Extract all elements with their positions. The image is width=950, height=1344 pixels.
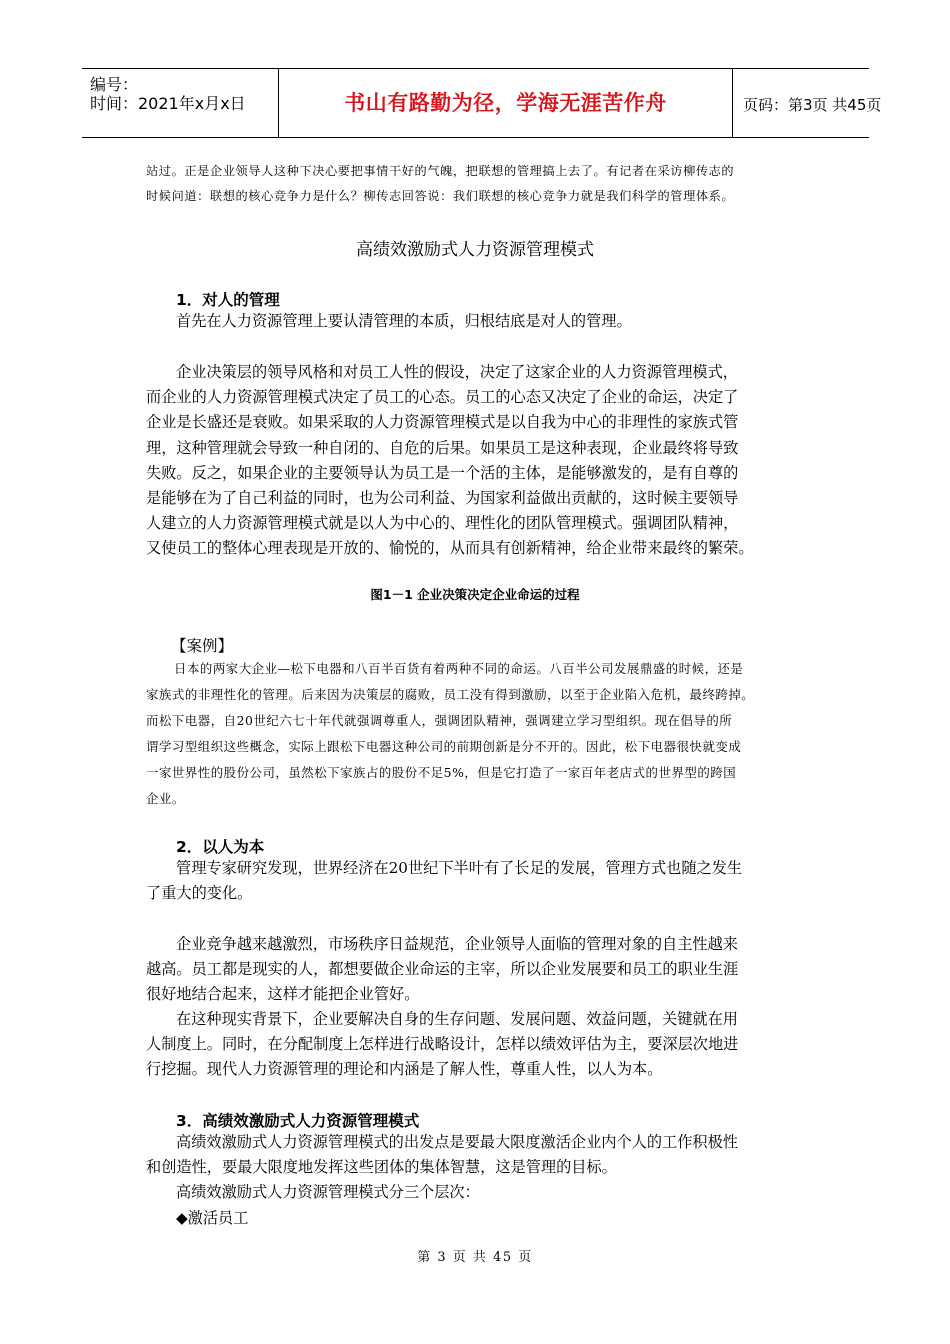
text-line: 谓学习型组织这些概念，实际上跟松下电器这种公司的前期创新是分不开的。因此，松下电器很快就变成	[146, 739, 742, 754]
bullet-item: ◆激活员工	[176, 1208, 249, 1227]
text-line: 一家世界性的股份公司，虽然松下家族占的股份不足5%，但是它打造了一家百年老店式的世界型的跨国	[146, 765, 737, 780]
page-header	[82, 68, 882, 138]
text-line: 高绩效激励式人力资源管理模式分三个层次：	[176, 1183, 480, 1202]
doc-date-label: 时间：2021年x月x日	[90, 94, 246, 113]
text-line: 人建立的人力资源管理模式就是以人为中心的、理性化的团队管理模式。强调团队精神，	[146, 514, 739, 533]
text-line: 很好地结合起来，这样才能把企业管好。	[146, 985, 420, 1004]
header-motto-cell	[278, 69, 733, 137]
text-line: 家族式的非理性化的管理。后来因为决策层的腐败，员工没有得到激励，以至于企业陷入危机，最终跨掉。	[146, 687, 755, 702]
text-line: 和创造性，要最大限度地发挥这些团体的集体智慧，这是管理的目标。	[146, 1158, 617, 1177]
intro-line: 时候问道：联想的核心竞争力是什么？柳传志回答说：我们联想的核心竞争力就是我们科学的管理体系。	[146, 189, 735, 203]
section1-paragraph: 首先在人力资源管理上要认清管理的本质，归根结底是对人的管理。	[176, 312, 632, 330]
text-line: 而松下电器，自20世纪六七十年代就强调尊重人，强调团队精神，强调建立学习型组织。现在倡导的所	[146, 713, 733, 728]
text-line: 人制度上。同时，在分配制度上怎样进行战略设计，怎样以绩效评估为主，要深层次地进	[146, 1035, 739, 1054]
section3-paragraph-1	[146, 1130, 738, 1231]
text-line: 企业是长盛还是衰败。如果采取的人力资源管理模式是以自我为中心的非理性的家族式管	[146, 413, 739, 432]
case-text	[146, 656, 754, 812]
text-line: 了重大的变化。	[146, 884, 253, 903]
text-line: 企业竞争越来越激烈，市场秩序日益规范，企业领导人面临的管理对象的自主性越来	[176, 935, 738, 953]
case-heading: 【案例】	[171, 637, 234, 655]
page-footer: 第 3 页 共 45 页	[417, 1250, 533, 1265]
text-line: 又使员工的整体心理表现是开放的、愉悦的，从而具有创新精神，给企业带来最终的繁荣。	[146, 539, 754, 558]
text-line: 在这种现实背景下，企业要解决自身的生存问题、发展问题、效益问题，关键就在用	[176, 1010, 738, 1028]
text-line: 企业。	[146, 791, 185, 806]
intro-line: 站过。正是企业领导人这种下决心要把事情干好的气魄，把联想的管理搞上去了。有记者在采访柳传志的	[146, 164, 735, 178]
text-line: 失败。反之，如果企业的主要领导认为员工是一个活的主体，是能够激发的，是有自尊的	[146, 463, 739, 482]
section-title: 高绩效激励式人力资源管理模式	[356, 240, 594, 260]
text-line: 日本的两家大企业—松下电器和八百半百货有着两种不同的命运。八百半公司发展鼎盛的时候，还是	[174, 661, 744, 676]
section1-heading: 1．对人的管理	[176, 291, 280, 309]
text-line: 管理专家研究发现，世界经济在20世纪下半叶有了长足的发展，管理方式也随之发生	[176, 859, 743, 877]
section2-heading: 2．以人为本	[176, 838, 265, 856]
header-page-cell	[733, 69, 882, 137]
text-line: 是能够在为了自己利益的同时，也为公司利益、为国家利益做出贡献的，这时候主要领导	[146, 489, 739, 508]
header-page-number: 页码：第3页 共45页	[743, 96, 882, 114]
text-line: 企业决策层的领导风格和对员工人性的假设，决定了这家企业的人力资源管理模式，	[176, 363, 738, 381]
text-line: 越高。员工都是现实的人，都想要做企业命运的主宰，所以企业发展要和员工的职业生涯	[146, 960, 739, 979]
text-line: 理，这种管理就会导致一种自闭的、自危的后果。如果员工是这种表现，企业最终将导致	[146, 438, 739, 457]
doc-number-label: 编号：	[90, 75, 139, 94]
section1-paragraph-2	[146, 360, 754, 562]
section2-paragraph-3	[146, 1007, 738, 1083]
text-line: 行挖掘。现代人力资源管理的理论和内涵是了解人性，尊重人性，以人为本。	[146, 1060, 663, 1079]
header-motto: 书山有路勤为径，学海无涯苦作舟	[344, 91, 667, 115]
text-line: 而企业的人力资源管理模式决定了员工的心态。员工的心态又决定了企业的命运，决定了	[146, 388, 739, 407]
section2-paragraph-2	[146, 932, 738, 1008]
text-line: 高绩效激励式人力资源管理模式的出发点是要最大限度激活企业内个人的工作积极性	[176, 1133, 738, 1151]
section2-paragraph-1	[146, 856, 742, 906]
figure-caption: 图1－1 企业决策决定企业命运的过程	[370, 587, 580, 602]
header-info-cell	[82, 69, 278, 137]
section3-heading: 3．高绩效激励式人力资源管理模式	[176, 1112, 420, 1130]
